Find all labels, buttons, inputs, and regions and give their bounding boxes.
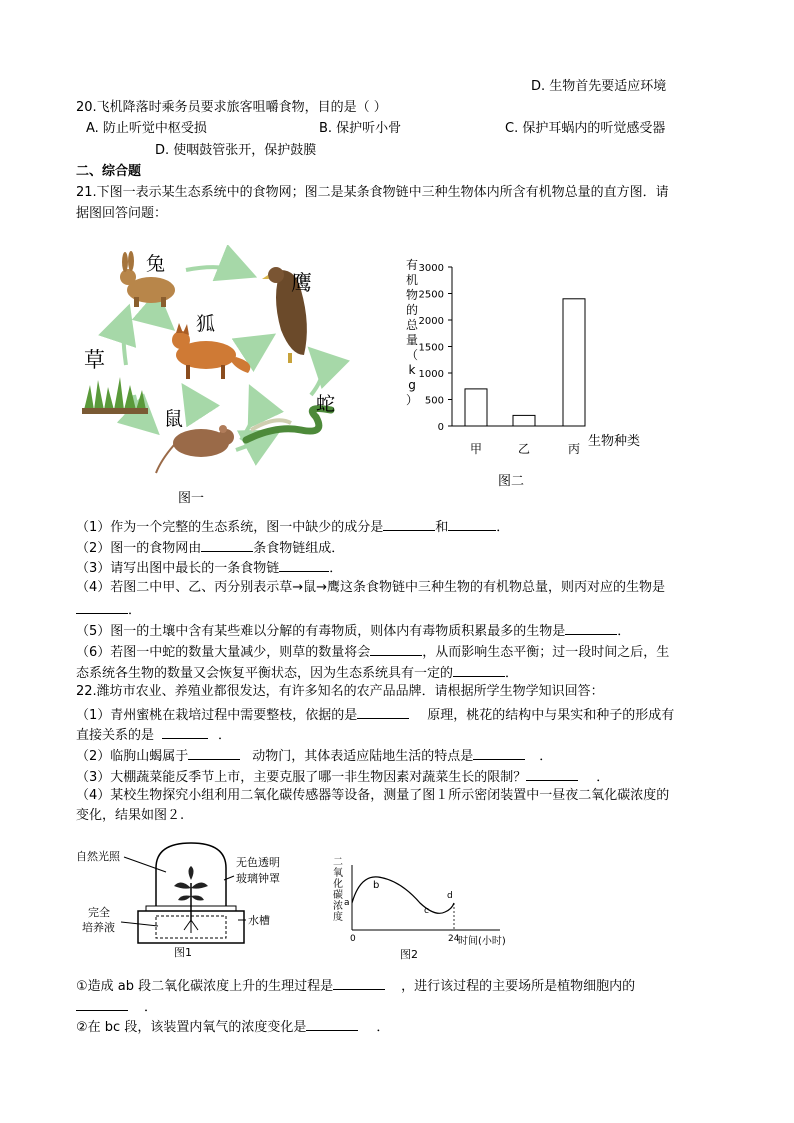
y-tick-label: 1500	[418, 342, 444, 354]
point-d: d	[447, 891, 453, 901]
q22-sub2-blank1[interactable]	[188, 745, 240, 760]
q21-sub2-text-b: 条食物链组成．	[253, 541, 345, 556]
mouse-image	[156, 425, 234, 473]
q21-sub6-text-a: （6）若图一中蛇的数量大量减少，则草的数量将会	[76, 645, 371, 660]
y-label-char: 有	[405, 258, 419, 272]
q22-sub4-2-text-a: ②在 bc 段，该装置内氧气的浓度变化是	[76, 1020, 307, 1035]
y-label-char: 机	[405, 273, 419, 287]
organic-matter-bar-chart	[400, 255, 650, 495]
label-solution-1: 完全	[88, 906, 110, 919]
co2-curve-figure	[330, 855, 530, 965]
q22-sub4-1-end: ．	[144, 1000, 158, 1015]
label-snake: 蛇	[316, 393, 336, 415]
y-label-char: 量	[405, 333, 419, 347]
label-rabbit: 兔	[146, 253, 166, 275]
arrow-fox-eagle	[246, 340, 266, 353]
co2-y-label-char: 度	[333, 912, 343, 923]
q20-stem: 20.飞机降落时乘务员要求旅客咀嚼食物，目的是（ ）	[76, 100, 387, 115]
q21-sub6-line2	[76, 662, 518, 683]
q21-sub1-blank2[interactable]	[448, 516, 496, 531]
fig2-caption: 图二	[498, 474, 525, 489]
tick-24: 24	[448, 934, 460, 944]
q22-sub4-line1: （4）某校生物探究小组利用二氧化碳传感器等设备，测量了图１所示密闭装置中一昼夜二氧化碳浓度的	[76, 788, 670, 803]
q21-sub1-blank1[interactable]	[383, 516, 435, 531]
q21-stem-line2: 据图回答问题：	[76, 206, 168, 221]
arrow-mouse-fox	[188, 393, 201, 413]
q22-sub4-1-line2	[76, 996, 157, 1017]
bar-1	[513, 415, 535, 426]
q22-sub4-2-text-b: ．	[376, 1020, 390, 1035]
co2-y-label-char: 氧	[333, 868, 343, 879]
q22-sub2-text-c: ．	[539, 749, 553, 764]
label-water-tank: 水槽	[248, 914, 270, 927]
q21-sub6-text-c: 态系统各生物的数量又会恢复平衡状态，因为生态系统具有一定的	[76, 666, 454, 681]
y-label-char: k	[408, 363, 416, 377]
q19-option-d: D. 生物首先要适应环境	[531, 79, 667, 94]
q21-sub3-text-a: （3）请写出图中最长的一条食物链	[76, 561, 280, 576]
q22-sub1-text-b: 原理，桃花的结构中与果实和种子的形成有	[427, 708, 675, 723]
q21-sub4-line1: （4）若图二中甲、乙、丙分别表示草→鼠→鹰这条食物链中三种生物的有机物总量，则丙对应的生物是	[76, 580, 666, 595]
q22-sub4-2-blank[interactable]	[306, 1016, 358, 1031]
q22-sub3-blank[interactable]	[526, 766, 578, 781]
tick-0: 0	[350, 934, 356, 944]
q20-option-c: C. 保护耳蜗内的听觉感受器	[505, 121, 666, 136]
q21-sub6-text-b: ，从而影响生态平衡；过一段时间之后，生	[422, 645, 670, 660]
q22-sub4-line2: 变化，结果如图２.	[76, 808, 185, 823]
co2-y-label-char: 化	[333, 879, 343, 890]
q21-sub1-text-c: ．	[496, 520, 510, 535]
y-label-char: （	[405, 348, 419, 362]
q22-sub3	[76, 766, 609, 787]
y-tick-label: 0	[437, 422, 444, 433]
q21-sub2-blank[interactable]	[201, 537, 253, 552]
q22-sub1-blank1[interactable]	[357, 704, 409, 719]
label-glass-2: 玻璃钟罩	[236, 872, 280, 885]
q22-sub1-blank2[interactable]	[162, 724, 208, 739]
q22-sub3-text-a: （3）大棚蔬菜能反季节上市，主要克服了哪一非生物因素对蔬菜生长的限制？	[76, 770, 527, 785]
y-label-char: g	[408, 378, 416, 392]
food-web-figure	[76, 245, 376, 510]
q22-sub2-text-b: 动物门，其体表适应陆地生活的特点是	[252, 749, 474, 764]
arrow-rabbit-fox	[151, 310, 166, 323]
fig1-caption-b: 图1	[174, 946, 192, 959]
q21-sub2	[76, 537, 344, 558]
point-a: a	[344, 898, 350, 908]
label-fox: 狐	[196, 313, 216, 335]
co2-y-axis-label	[333, 857, 343, 923]
q21-sub2-text-a: （2）图一的食物网由	[76, 541, 202, 556]
y-label-char: 总	[405, 318, 419, 332]
q21-stem-line1: 21.下图一表示某生态系统中的食物网；图二是某条食物链中三种生物体内所含有机物总量的直方图．请	[76, 185, 669, 200]
label-mouse: 鼠	[164, 408, 184, 430]
co2-y-label-char: 二	[333, 857, 343, 868]
y-axis-label	[406, 258, 419, 407]
q21-sub4-end: ．	[128, 603, 142, 618]
label-natural-light: 自然光照	[76, 850, 120, 863]
q20-option-b: B. 保护听小骨	[319, 121, 402, 136]
q21-sub3-blank[interactable]	[279, 557, 329, 572]
q21-sub5-blank[interactable]	[565, 620, 617, 635]
q21-sub6-line1	[76, 641, 669, 662]
y-tick-label: 2500	[418, 289, 444, 301]
arrow-rabbit-eagle	[186, 267, 246, 273]
x-axis-label: 生物种类	[588, 434, 641, 449]
q22-sub4-1-blank2[interactable]	[76, 996, 128, 1011]
y-label-char: 的	[405, 303, 419, 317]
q21-sub3-text-b: ．	[329, 561, 343, 576]
q21-sub4-blank[interactable]	[76, 599, 128, 614]
q21-sub1	[76, 516, 509, 537]
x-tick-label: 乙	[517, 442, 531, 456]
q21-sub5	[76, 620, 630, 641]
q21-sub6-blank1[interactable]	[370, 641, 422, 656]
label-eagle: 鹰	[291, 271, 312, 295]
co2-y-label-char: 碳	[333, 890, 343, 901]
q21-sub6-text-d: ．	[505, 666, 519, 681]
q21-sub5-text-a: （5）图一的土壤中含有某些难以分解的有毒物质，则体内有毒物质积累最多的生物是	[76, 624, 566, 639]
q22-sub4-1-line1	[76, 975, 635, 996]
x-tick-label: 丙	[567, 442, 581, 456]
q22-sub2-text-a: （2）临朐山蝎属于	[76, 749, 189, 764]
label-solution-2: 培养液	[82, 921, 115, 934]
q22-sub2	[76, 745, 552, 766]
point-c: c	[424, 906, 429, 916]
q22-sub4-1-text-b: ，进行该过程的主要场所是植物细胞内的	[401, 979, 636, 994]
y-tick-label: 1000	[418, 369, 444, 380]
section-title: 二、综合题	[76, 164, 142, 179]
arrow-snake-eagle	[311, 355, 322, 395]
q22-sub4-1-blank1[interactable]	[333, 975, 385, 990]
q22-sub1-line1	[76, 704, 674, 725]
x-tick-label: 甲	[469, 442, 483, 456]
q22-sub2-blank2[interactable]	[473, 745, 525, 760]
co2-curve	[352, 877, 454, 913]
q21-sub1-text-b: 和	[435, 520, 449, 535]
q22-sub1-text-d: ．	[218, 728, 232, 743]
q21-sub3	[76, 557, 342, 578]
bar-2	[563, 299, 585, 426]
q21-sub6-blank2[interactable]	[453, 662, 505, 677]
grass-image	[82, 377, 148, 414]
apparatus-figure	[76, 838, 306, 963]
q20-option-a: A. 防止听觉中枢受损	[86, 121, 207, 136]
y-label-char: ）	[405, 393, 419, 407]
q22-sub1-text-c: 直接关系的是	[76, 728, 155, 743]
y-tick-label: 3000	[418, 263, 444, 274]
q22-sub3-text-b: ．	[596, 770, 610, 785]
q21-sub1-text-a: （1）作为一个完整的生态系统，图一中缺少的成分是	[76, 520, 384, 535]
y-tick-label: 2000	[418, 316, 444, 327]
fig2-caption-b: 图2	[400, 948, 418, 961]
q21-sub4-line2	[76, 599, 141, 620]
q21-sub5-text-b: ．	[617, 624, 631, 639]
arrow-grass-rabbit	[124, 315, 127, 365]
x-axis-label-time: 时间(小时)	[458, 936, 506, 947]
fig1-caption: 图一	[178, 491, 205, 506]
q22-sub1-line2	[76, 724, 231, 745]
bar-0	[465, 389, 487, 426]
label-glass-1: 无色透明	[236, 856, 280, 869]
q22-sub4-2	[76, 1016, 389, 1037]
q22-stem: 22.潍坊市农业、养殖业都很发达，有许多知名的农产品品牌．请根据所学生物学知识回答：	[76, 684, 604, 699]
y-tick-label: 500	[424, 395, 444, 407]
label-grass: 草	[84, 348, 105, 372]
y-label-char: 物	[405, 288, 419, 302]
point-b: b	[373, 880, 380, 891]
co2-y-label-char: 浓	[333, 901, 343, 912]
q22-sub1-text-a: （1）青州蜜桃在栽培过程中需要整枝，依据的是	[76, 708, 358, 723]
q22-sub4-1-text-a: ①造成 ab 段二氧化碳浓度上升的生理过程是	[76, 979, 334, 994]
q20-option-d: D. 使咽鼓管张开，保护鼓膜	[155, 143, 317, 158]
